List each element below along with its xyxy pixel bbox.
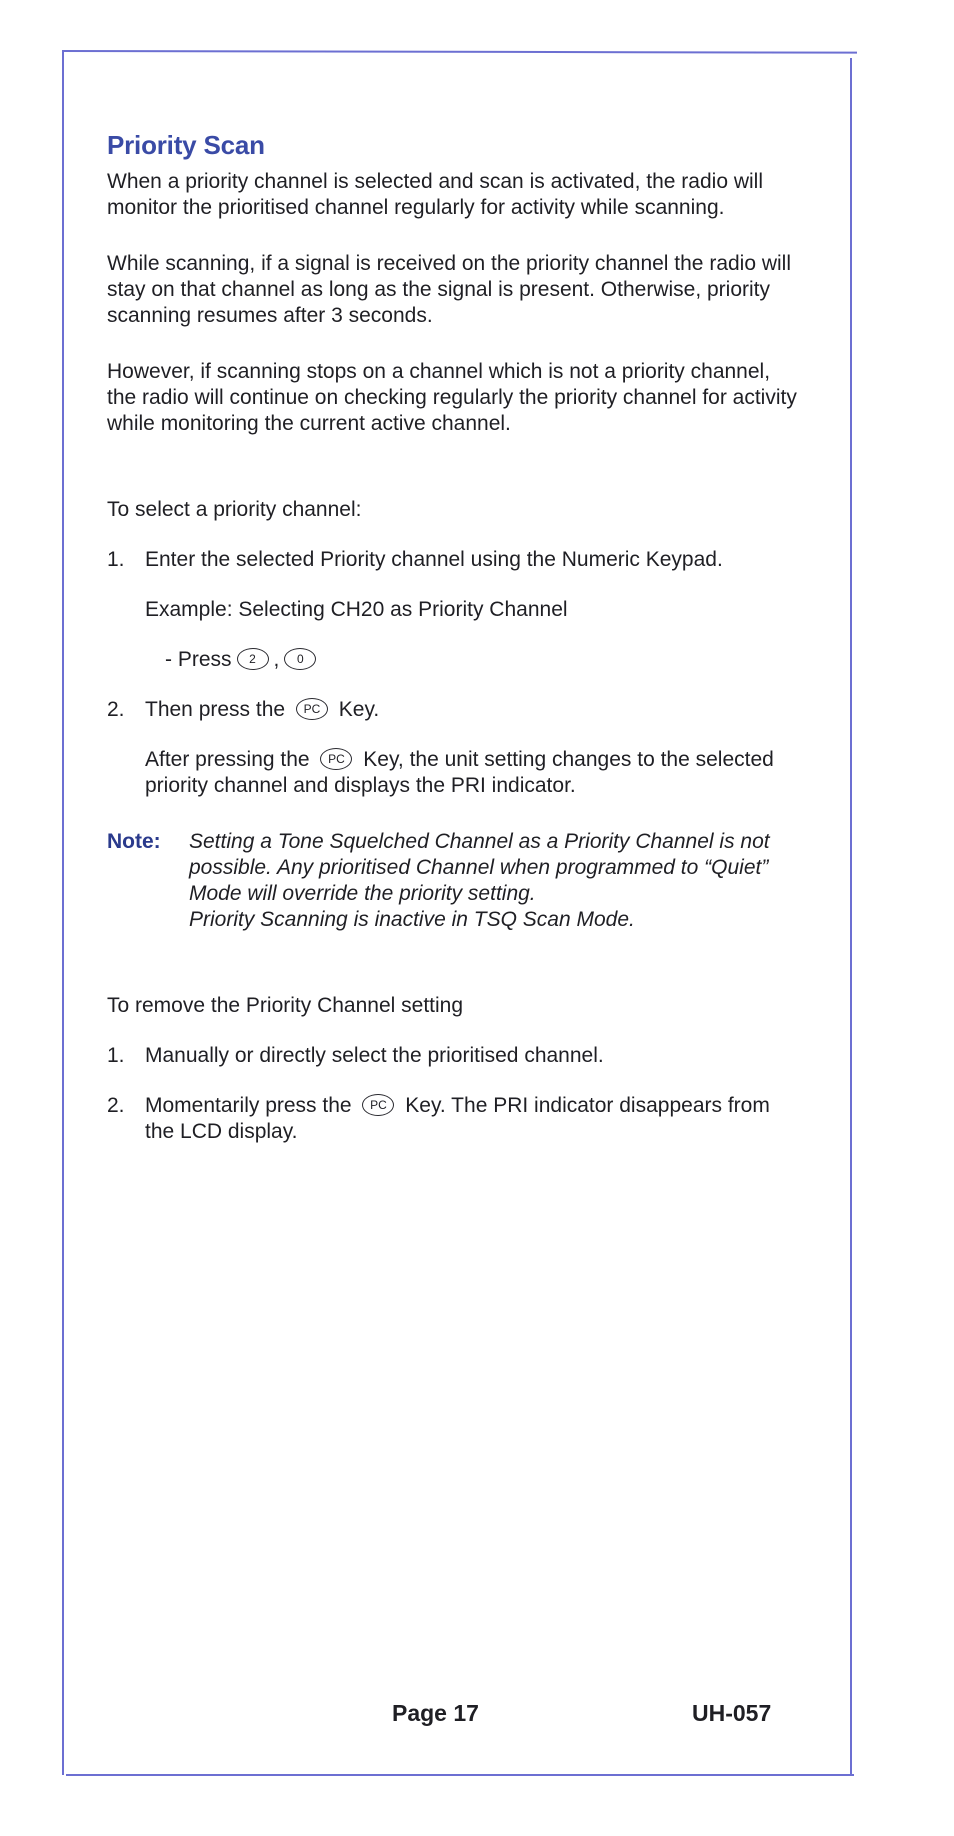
note-block [107,829,797,933]
remove-step-2 [107,1093,797,1145]
note-label: Note: [107,830,161,853]
step-text: Enter the selected Priority channel using the Numeric Keypad. [145,548,723,571]
example-text: Example: Selecting CH20 as Priority Channel [145,598,568,621]
after-text-after: Key, the unit setting changes to the selected priority channel and displays the PRI indicator. [145,748,774,797]
step-text: Manually or directly select the prioritised channel. [145,1044,604,1067]
remove-intro: To remove the Priority Channel setting [107,994,464,1017]
manual-page [107,130,797,1145]
step-text-after: Key. The PRI indicator disappears from the LCD display. [145,1094,770,1143]
paragraph-1: When a priority channel is selected and scan is activated, the radio will monitor the prioritised channel regularly for activity while scanning. [107,170,764,219]
page-number: Page 17 [392,1700,479,1726]
frame-left-line [62,50,64,1775]
frame-bottom-line [66,1774,854,1776]
remove-step-1 [107,1043,797,1069]
pc-key-icon: PC [296,698,328,720]
press-instruction [165,647,797,673]
note-line-1: Setting a Tone Squelched Channel as a Priority Channel is not possible. Any prioritised Channel when programmed to “Quiet” Mode will override the priority setting. [189,830,770,905]
select-step-1 [107,547,797,573]
select-intro: To select a priority channel: [107,498,362,521]
key-2-icon: 2 [237,648,269,670]
step-text-after: Key. [338,698,380,721]
key-0-icon: 0 [284,648,316,670]
step-text [145,697,797,723]
paragraph-2: While scanning, if a signal is received on the priority channel the radio will stay on that channel as long as the signal is present. Otherwise, priority scanning resumes after 3 seconds. [107,252,792,327]
note-line-2: Priority Scanning is inactive in TSQ Scan Mode. [189,908,635,931]
frame-right-line [850,58,852,1774]
comma: , [273,648,280,671]
step-number: 1. [107,1044,125,1067]
step-text-before: Then press the [145,698,286,721]
press-label: - Press [165,648,232,671]
step-text-before: Momentarily press the [145,1094,352,1117]
pc-key-icon: PC [362,1094,394,1116]
step-number: 1. [107,548,125,571]
step-text [145,1093,797,1145]
frame-top-line [62,50,857,53]
pc-key-icon: PC [320,748,352,770]
after-press-text [145,747,797,799]
paragraph-3: However, if scanning stops on a channel which is not a priority channel, the radio will continue on checking regularly the priority channel for activity while monitoring the current active channel. [107,360,797,435]
after-text-before: After pressing the [145,748,310,771]
select-step-2 [107,697,797,723]
page-title: Priority Scan [107,130,265,160]
note-body [189,829,797,933]
document-code: UH-057 [692,1700,772,1726]
step-number: 2. [107,1094,125,1117]
step-number: 2. [107,698,125,721]
